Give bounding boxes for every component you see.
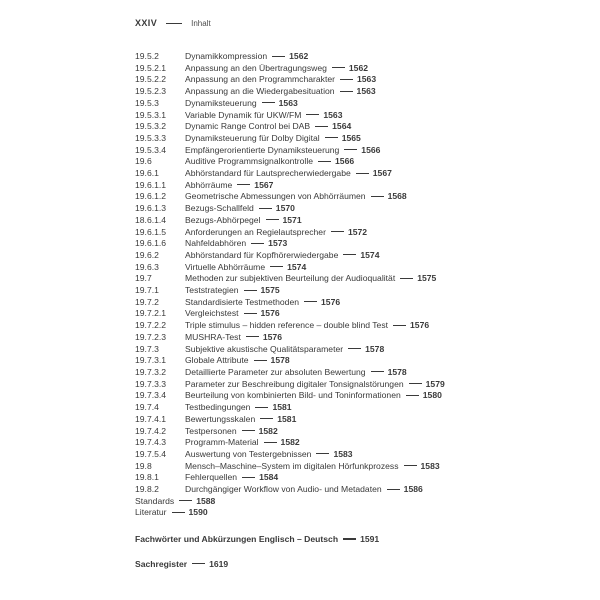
toc-entry-title: Durchgängiger Workflow von Audio- und Metadaten xyxy=(185,484,382,495)
toc-entry xyxy=(185,145,380,157)
dash-separator xyxy=(387,489,400,490)
toc-row xyxy=(135,344,580,356)
toc-row xyxy=(135,414,580,426)
toc-entry-title: Literatur xyxy=(135,507,167,518)
toc-entry-page: 1563 xyxy=(278,97,298,108)
toc-row xyxy=(135,472,580,484)
toc-row xyxy=(135,133,580,145)
toc-entry-number: 19.5.3.4 xyxy=(135,144,167,155)
toc-entry-title: Parameter zur Beschreibung digitaler Tonsignalstörungen xyxy=(185,378,404,389)
dash-separator xyxy=(316,453,329,454)
toc-entry xyxy=(185,414,296,426)
toc-entry-title: Auditive Programmsignalkontrolle xyxy=(185,156,314,167)
toc-entry-page: 1582 xyxy=(280,437,300,448)
toc-entry-page: 1578 xyxy=(387,366,407,377)
toc-entry-title: Teststrategien xyxy=(185,285,239,296)
dash-separator xyxy=(251,243,264,244)
toc-entry-number: 19.5.3.1 xyxy=(135,109,167,120)
toc-entry-title: Bewertungsskalen xyxy=(185,413,256,424)
toc-entry-page: 1563 xyxy=(356,86,376,97)
toc-entry-number: 19.5.2.1 xyxy=(135,62,167,73)
toc-entry-number: 19.8 xyxy=(135,460,152,471)
toc-entry-title: Nahfeldabhören xyxy=(185,238,247,249)
toc-row xyxy=(135,496,580,508)
toc-entry-number: 19.5.2 xyxy=(135,51,159,61)
toc-entry xyxy=(185,180,273,192)
toc-entry-number: 18.6.1.4 xyxy=(135,214,167,225)
toc-entry-number: 19.7.5.4 xyxy=(135,448,167,459)
toc-entry-number: 19.7.3.3 xyxy=(135,378,167,389)
toc-entry-title: Anpassung an den Programmcharakter xyxy=(185,74,335,85)
toc-entry-title: Programm-Material xyxy=(185,437,259,448)
toc-entry-page: 1564 xyxy=(332,121,352,132)
dash-separator xyxy=(244,290,257,291)
toc-entry-page: 1581 xyxy=(277,413,297,424)
toc-entry-number: 19.7.1 xyxy=(135,285,159,296)
toc-entry-page: 1570 xyxy=(275,203,295,214)
dash-separator xyxy=(192,563,205,564)
toc-entry-page: 1574 xyxy=(287,261,307,272)
dash-separator xyxy=(393,325,406,326)
dash-separator xyxy=(344,149,357,150)
toc-entry xyxy=(185,121,351,133)
toc-row xyxy=(135,367,580,379)
toc-entry xyxy=(185,472,278,484)
dash-separator xyxy=(356,173,369,174)
toc-entry-title: Virtuelle Abhörräume xyxy=(185,261,266,272)
toc-entry-page: 1566 xyxy=(361,144,381,155)
dash-separator xyxy=(260,418,273,419)
toc-row xyxy=(135,449,580,461)
dash-separator xyxy=(318,161,331,162)
toc-entry xyxy=(185,461,440,473)
folio-page-number: XXIV xyxy=(135,18,158,28)
toc-entry-page: 1573 xyxy=(268,238,288,249)
toc-entry-title: Abhörräume xyxy=(185,179,233,190)
toc-entry-number: 19.7.2 xyxy=(135,296,159,307)
header-dash-rule xyxy=(166,23,182,24)
toc-entry-page: 1576 xyxy=(410,320,430,331)
dash-separator xyxy=(409,383,422,384)
dash-separator xyxy=(371,196,384,197)
toc-entry-number: 19.7.4.1 xyxy=(135,413,167,424)
toc-entry-page: 1572 xyxy=(347,226,368,237)
toc-entry-number: 19.7.3.4 xyxy=(135,390,167,401)
toc-entry-title: Dynamic Range Control bei DAB xyxy=(185,121,311,132)
toc-row xyxy=(135,332,580,344)
toc-row xyxy=(135,110,580,122)
toc-entry-page: 1565 xyxy=(341,132,361,143)
toc-entry-number: 19.7.2.3 xyxy=(135,331,167,342)
toc-row xyxy=(135,297,580,309)
toc-entry-number: 19.5.3 xyxy=(135,97,159,108)
toc-row xyxy=(135,379,580,391)
toc-entry-number: 19.6.1.2 xyxy=(135,191,167,202)
toc-entry-number: 19.5.2.2 xyxy=(135,74,167,85)
toc-entry-page: 1578 xyxy=(365,343,385,354)
toc-entry xyxy=(185,437,300,449)
toc-entry-page: 1574 xyxy=(360,249,380,260)
toc-row xyxy=(135,203,580,215)
toc-row xyxy=(135,426,580,438)
toc-entry xyxy=(185,238,287,250)
toc-entry-number: 19.7 xyxy=(135,273,152,284)
toc-row xyxy=(135,156,580,168)
toc-entry-number: 19.7.4 xyxy=(135,402,159,413)
toc-entry xyxy=(185,402,292,414)
toc-entry-page: 1566 xyxy=(335,156,355,167)
toc-entry xyxy=(185,320,429,332)
toc-entry xyxy=(185,344,384,356)
toc-entry-page: 1568 xyxy=(387,191,407,202)
dash-separator xyxy=(272,56,285,57)
toc-row xyxy=(135,121,580,133)
dash-separator xyxy=(340,91,353,92)
dash-separator xyxy=(306,114,319,115)
toc-entry xyxy=(185,86,376,98)
toc-row xyxy=(135,285,580,297)
toc-entry-page: 1583 xyxy=(420,460,440,471)
toc-entry-title: Abhörstandard für Kopfhörerwiedergabe xyxy=(185,249,339,260)
toc-entry-number: 19.6.1.6 xyxy=(135,238,167,249)
dash-separator xyxy=(348,348,361,349)
toc-row xyxy=(135,180,580,192)
toc-entry xyxy=(185,367,407,379)
toc-entry xyxy=(185,133,361,145)
dash-separator xyxy=(237,184,250,185)
toc-entry-title: Anpassung an die Wiedergabesituation xyxy=(185,86,335,97)
toc-entry-title: Fehlerquellen xyxy=(185,472,238,483)
toc-entry-number: 19.7.3.2 xyxy=(135,366,167,377)
toc-entry-title: Bezugs-Abhörpegel xyxy=(185,214,261,225)
toc-row xyxy=(135,145,580,157)
toc-row xyxy=(135,215,580,227)
toc-entry-title: Empfängerorientierte Dynamiksteuerung xyxy=(185,144,340,155)
toc-entry-page: 1567 xyxy=(254,179,274,190)
toc-entry xyxy=(135,496,215,508)
toc-entry xyxy=(185,168,392,180)
toc-row xyxy=(135,168,580,180)
toc-entry-title: MUSHRA-Test xyxy=(185,331,241,342)
dash-separator xyxy=(254,360,267,361)
toc-entry-title: Vergleichstest xyxy=(185,308,239,319)
toc-entry-number: 19.5.2.3 xyxy=(135,86,167,97)
toc-entry-page: 1576 xyxy=(260,308,280,319)
toc-entry-page: 1578 xyxy=(270,355,290,366)
back-matter-row xyxy=(135,559,580,571)
toc-row xyxy=(135,355,580,367)
toc-entry xyxy=(185,332,282,344)
toc-entry-page: 1571 xyxy=(282,214,302,225)
toc-entry-title: Detaillierte Parameter zur absoluten Bewertung xyxy=(185,366,366,377)
toc-entry-title: Anforderungen an Regielautsprecher xyxy=(185,226,326,237)
toc-entry-page: 1562 xyxy=(348,62,369,73)
dash-separator xyxy=(242,477,255,478)
toc-entry-page: 1579 xyxy=(425,378,445,389)
toc-entry-title: Standardisierte Testmethoden xyxy=(185,296,300,307)
toc-entry-number: 19.7.3.1 xyxy=(135,355,167,366)
toc-entry-page: 1590 xyxy=(188,507,208,518)
toc-entry-title: Dynamiksteuerung xyxy=(185,97,257,108)
toc-entry-page: 1563 xyxy=(323,109,343,120)
toc-entry-title: Globale Attribute xyxy=(185,355,249,366)
dash-separator xyxy=(315,126,328,127)
dash-separator xyxy=(244,313,257,314)
toc-entry-title: Mensch–Maschine–System im digitalen Hörfunkprozess xyxy=(185,460,399,471)
toc-row xyxy=(135,262,580,274)
running-head xyxy=(135,17,580,29)
toc-entry-title: Anpassung an den Übertragungsweg xyxy=(185,62,327,73)
toc-row xyxy=(135,63,580,75)
toc-entry xyxy=(185,74,376,86)
dash-separator xyxy=(340,79,353,80)
toc-entry-number: 19.7.2.2 xyxy=(135,320,167,331)
toc-entry-page: 1580 xyxy=(422,390,442,401)
toc-entry-page: 1576 xyxy=(321,296,341,307)
toc-entry-page: 1567 xyxy=(372,168,392,179)
toc-entry xyxy=(185,308,280,320)
back-matter-title: Fachwörter und Abkürzungen Englisch – Deutsch xyxy=(135,534,339,545)
toc-entry-page: 1582 xyxy=(258,425,278,436)
toc-row xyxy=(135,484,580,496)
dash-separator xyxy=(371,371,384,372)
toc-row xyxy=(135,74,580,86)
toc-entry xyxy=(185,98,298,110)
dash-separator xyxy=(179,500,192,501)
toc-entry xyxy=(185,355,290,367)
dash-separator xyxy=(270,266,283,267)
dash-separator xyxy=(332,67,345,68)
toc-entry-title: Standards xyxy=(135,495,175,506)
dash-separator xyxy=(246,336,259,337)
toc-entry-page: 1584 xyxy=(259,472,279,483)
toc-entry-title: Beurteilung von kombinierten Bild- und Toninformationen xyxy=(185,390,401,401)
toc-entry-number: 19.5.3.3 xyxy=(135,132,167,143)
back-matter-title: Sachregister xyxy=(135,558,188,569)
toc-row xyxy=(135,86,580,98)
toc-entry xyxy=(185,215,302,227)
dash-separator xyxy=(325,137,338,138)
running-head-title: Inhalt xyxy=(191,18,211,28)
toc-entry-number: 19.6.1.5 xyxy=(135,226,167,237)
toc-entry-number: 19.6.2 xyxy=(135,249,159,260)
toc-entry-number: 19.6.1 xyxy=(135,168,159,179)
dash-separator xyxy=(266,219,279,220)
toc-row xyxy=(135,437,580,449)
toc-entry xyxy=(135,507,208,519)
back-matter-row xyxy=(135,534,580,546)
toc-entry-title: Dynamiksteuerung für Dolby Digital xyxy=(185,132,320,143)
toc-row xyxy=(135,250,580,262)
toc-entry xyxy=(185,227,367,239)
toc-row xyxy=(135,461,580,473)
toc-entry xyxy=(185,273,436,285)
toc-entry-page: 1575 xyxy=(260,285,280,296)
toc-row xyxy=(135,507,580,519)
dash-separator xyxy=(400,278,413,279)
toc-entry-page: 1581 xyxy=(272,402,292,413)
toc-entry-title: Bezugs-Schallfeld xyxy=(185,203,254,214)
toc-entry-title: Abhörstandard für Lautsprecherwiedergabe xyxy=(185,168,351,179)
toc-entry xyxy=(185,449,353,461)
toc-entry-number: 19.8.1 xyxy=(135,472,159,483)
toc-row xyxy=(135,273,580,285)
toc-entry-page: 1563 xyxy=(357,74,377,85)
toc-entry xyxy=(185,63,368,75)
toc-entry-title: Methoden zur subjektiven Beurteilung der Audioqualität xyxy=(185,273,396,284)
toc-entry-title: Triple stimulus – hidden reference – double blind Test xyxy=(185,320,389,331)
toc-row xyxy=(135,51,580,63)
dash-separator xyxy=(343,538,356,539)
dash-separator xyxy=(172,512,185,513)
toc-entry-title: Testpersonen xyxy=(185,425,237,436)
toc-entry-number: 19.8.2 xyxy=(135,484,159,495)
toc-entry-page: 1575 xyxy=(417,273,437,284)
back-matter-page: 1591 xyxy=(360,534,380,545)
toc-entry-page: 1586 xyxy=(403,484,423,495)
toc-entry-title: Variable Dynamik für UKW/FM xyxy=(185,109,302,120)
toc-entry-title: Dynamikkompression xyxy=(185,51,268,61)
toc-entry xyxy=(185,191,407,203)
toc-entry-title: Testbedingungen xyxy=(185,402,251,413)
toc-row xyxy=(135,191,580,203)
toc-entry xyxy=(185,390,442,402)
toc-entry-number: 19.7.3 xyxy=(135,343,159,354)
toc-entry xyxy=(185,297,340,309)
dash-separator xyxy=(255,407,268,408)
dash-separator xyxy=(264,442,277,443)
toc-entry xyxy=(185,51,308,63)
dash-separator xyxy=(343,254,356,255)
toc-row xyxy=(135,390,580,402)
dash-separator xyxy=(404,465,417,466)
toc-entry xyxy=(185,426,278,438)
toc-row xyxy=(135,98,580,110)
toc-entry-number: 19.5.3.2 xyxy=(135,121,167,132)
dash-separator xyxy=(262,102,275,103)
toc-list xyxy=(135,51,580,519)
dash-separator xyxy=(331,231,344,232)
toc-entry-number: 19.6 xyxy=(135,156,152,167)
toc-entry xyxy=(185,285,280,297)
toc-row xyxy=(135,238,580,250)
toc-entry-title: Auswertung von Testergebnissen xyxy=(185,448,312,459)
dash-separator xyxy=(242,430,255,431)
toc-entry-page: 1583 xyxy=(333,448,353,459)
toc-entry xyxy=(185,110,342,122)
toc-entry-number: 19.7.4.3 xyxy=(135,437,167,448)
back-matter xyxy=(135,534,580,570)
toc-entry-page: 1576 xyxy=(262,331,282,342)
toc-entry xyxy=(185,203,295,215)
toc-entry-page: 1562 xyxy=(289,51,309,61)
toc-row xyxy=(135,402,580,414)
toc-entry xyxy=(185,262,306,274)
toc-entry-number: 19.6.1.1 xyxy=(135,179,167,190)
toc-entry xyxy=(185,484,423,496)
toc-entry-page: 1588 xyxy=(196,495,216,506)
dash-separator xyxy=(259,208,272,209)
toc-entry xyxy=(185,250,379,262)
toc-entry-title: Subjektive akustische Qualitätsparameter xyxy=(185,343,344,354)
toc-entry-number: 19.7.2.1 xyxy=(135,308,167,319)
back-matter-page: 1619 xyxy=(209,558,229,569)
dash-separator xyxy=(406,395,419,396)
toc-row xyxy=(135,320,580,332)
toc-entry xyxy=(185,156,354,168)
toc-entry-number: 19.6.1.3 xyxy=(135,203,167,214)
toc-entry-number: 19.6.3 xyxy=(135,261,159,272)
toc-entry-title: Geometrische Abmessungen von Abhörräumen xyxy=(185,191,366,202)
toc-entry xyxy=(185,379,445,391)
dash-separator xyxy=(304,301,317,302)
toc-row xyxy=(135,227,580,239)
toc-row xyxy=(135,308,580,320)
toc-entry-number: 19.7.4.2 xyxy=(135,425,167,436)
